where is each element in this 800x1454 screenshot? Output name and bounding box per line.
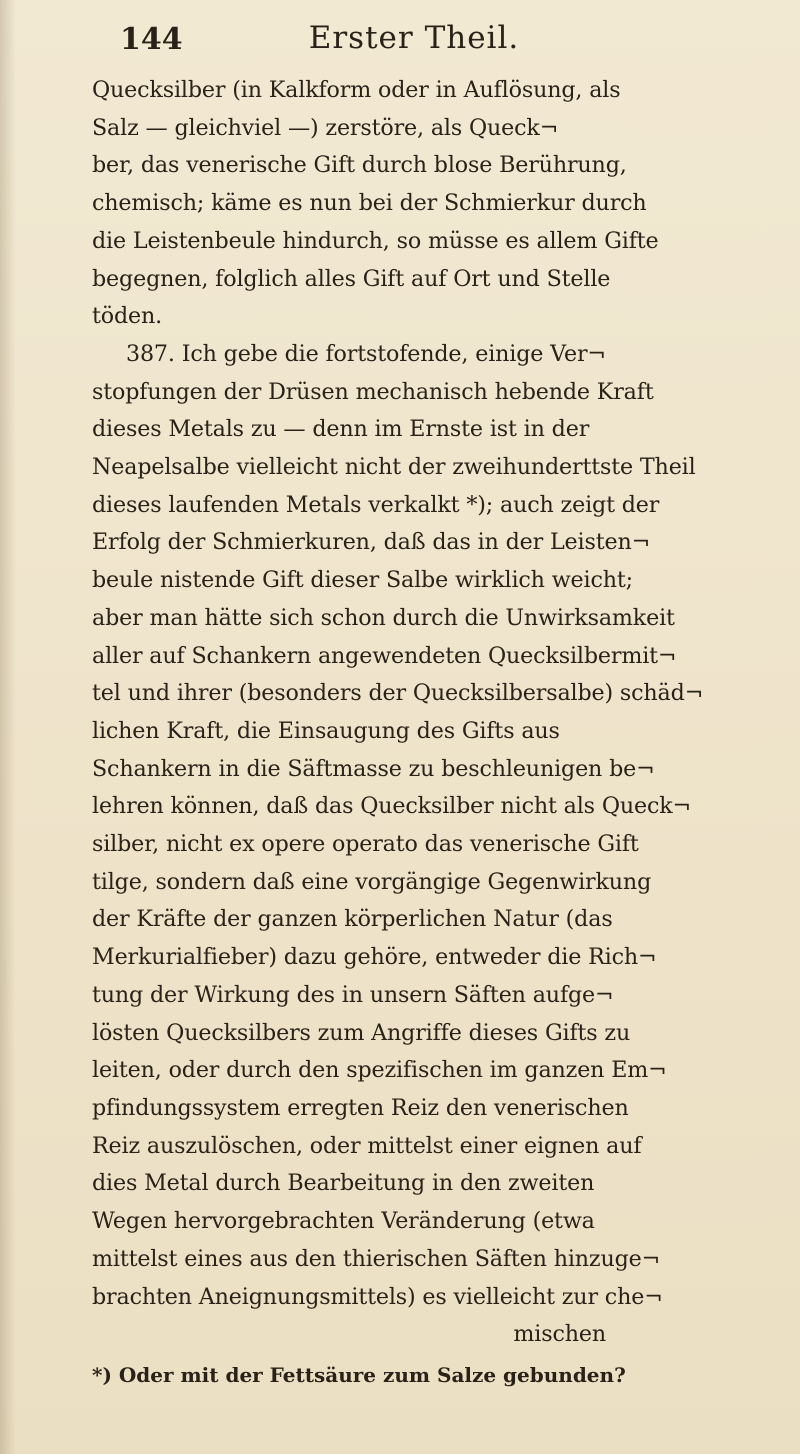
text-line: Merkurialfieber) dazu gehöre, entweder die Rich¬: [92, 944, 657, 971]
text-line: dies Metal durch Bearbeitung in den zweiten: [92, 1170, 595, 1197]
text-line: tilge, sondern daß eine vorgängige Gegenwirkung: [92, 868, 652, 895]
text-line: die Leistenbeule hindurch, so müsse es allem Gifte: [92, 227, 659, 254]
text-line: Neapelsalbe vielleicht nicht der zweihunderttste Theil: [92, 454, 696, 481]
text-line: chemisch; käme es nun bei der Schmierkur durch: [92, 190, 647, 217]
gutter-shadow: [0, 0, 16, 1454]
text-line: der Kräfte der ganzen körperlichen Natur (das: [92, 906, 613, 933]
running-head: Erster Theil.: [308, 20, 520, 56]
text-line: brachten Aneignungsmittels) es vielleicht zur che¬: [92, 1283, 663, 1310]
text-line: stopfungen der Drüsen mechanisch hebende Kraft: [92, 378, 654, 405]
text-line: lösten Quecksilbers zum Angriffe dieses Gifts zu: [92, 1019, 631, 1046]
text-line: lichen Kraft, die Einsaugung des Gifts aus: [92, 717, 560, 744]
text-line: mittelst eines aus den thierischen Säften hinzuge¬: [92, 1245, 661, 1272]
text-line: ber, das venerische Gift durch blose Berührung,: [92, 152, 627, 179]
footnote: *) Oder mit der Fettsäure zum Salze gebunden?: [92, 1362, 626, 1387]
page-header: [92, 18, 736, 64]
text-line: Salz — gleichviel —) zerstöre, als Queck¬: [92, 114, 559, 141]
body-text: [92, 72, 736, 1354]
text-line: pfindungssystem erregten Reiz den venerischen: [92, 1094, 629, 1121]
text-line: aber man hätte sich schon durch die Unwirksamkeit: [92, 604, 675, 631]
text-line: silber, nicht ex opere operato das venerische Gift: [92, 831, 639, 858]
text-line: lehren können, daß das Quecksilber nicht als Queck¬: [92, 793, 691, 820]
text-line: dieses laufenden Metals verkalkt *); auch zeigt der: [92, 491, 660, 518]
page-number: 144: [120, 22, 183, 57]
text-line: beule nistende Gift dieser Salbe wirklich weicht;: [92, 567, 633, 594]
text-line: begegnen, folglich alles Gift auf Ort und Stelle: [92, 265, 611, 292]
text-line: leiten, oder durch den spezifischen im ganzen Em¬: [92, 1057, 667, 1084]
text-line: Erfolg der Schmierkuren, daß das in der Leisten¬: [92, 529, 651, 556]
text-line: tung der Wirkung des in unsern Säften aufge¬: [92, 981, 614, 1008]
text-line: dieses Metals zu — denn im Ernste ist in der: [92, 416, 590, 443]
text-line: Reiz auszulöschen, oder mittelst einer eignen auf: [92, 1132, 642, 1159]
text-line: Wegen hervorgebrachten Veränderung (etwa: [92, 1208, 595, 1235]
text-line: tel und ihrer (besonders der Quecksilbersalbe) schäd¬: [92, 680, 704, 707]
text-line: töden.: [92, 303, 163, 330]
text-line: Quecksilber (in Kalkform oder in Auflösung, als: [92, 77, 621, 103]
paragraph-387-start: 387. Ich gebe die fortstofende, einige Ver¬: [126, 340, 606, 367]
text-line: Schankern in die Säftmasse zu beschleunigen be¬: [92, 755, 655, 782]
text-line: aller auf Schankern angewendeten Quecksilbermit¬: [92, 642, 677, 669]
catchword-line: mischen: [513, 1321, 606, 1348]
